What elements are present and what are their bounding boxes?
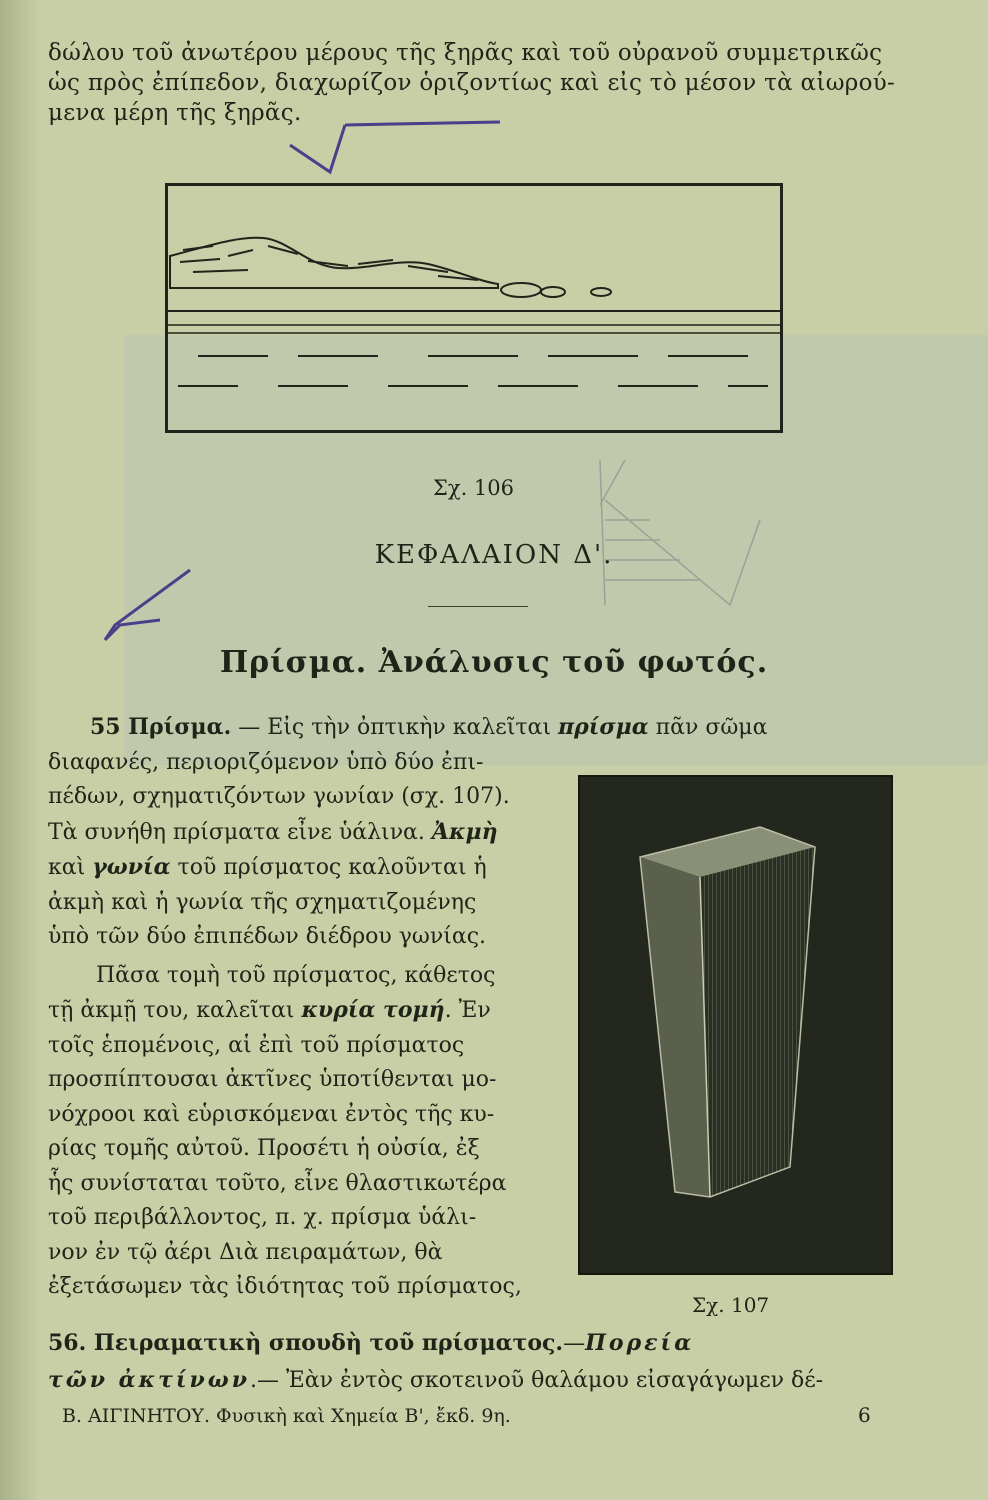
chapter-title: ΚΕΦΑΛΑΙΟΝ Δ'. xyxy=(374,540,614,570)
page-footer: Β. ΑΙΓΙΝΗΤΟΥ. Φυσικὴ καὶ Χημεία Β', ἔκδ. 9η. xyxy=(62,1405,511,1427)
text-line: νόχροοι καὶ εὑρισκόμεναι ἐντὸς τῆς κυ- xyxy=(48,1101,495,1127)
text-line: ἐξετάσωμεν τὰς ἰδιότητας τοῦ πρίσματος, xyxy=(48,1274,522,1299)
text-line xyxy=(48,1325,928,1362)
paragraph-number: 55 Πρίσμα. xyxy=(90,714,232,740)
section-title: Πρίσμα. Ἀνάλυσις τοῦ φωτός. xyxy=(219,645,769,680)
text: τῇ ἀκμῇ του, καλεῖται xyxy=(48,998,295,1023)
term-angle: γωνία xyxy=(92,854,171,880)
text-line: ἀκμὴ καὶ ἡ γωνία τῆς σχηματιζομένης xyxy=(48,889,477,915)
prism-drawing xyxy=(580,777,891,1273)
text-line: προσπίπτουσαι ἀκτῖνες ὑποτίθενται μο- xyxy=(48,1067,497,1092)
paragraph-heading: 56. Πειραματικὴ σπουδὴ τοῦ πρίσματος. xyxy=(48,1330,564,1356)
term-prism: πρίσμα xyxy=(558,714,649,740)
paragraph-55-line xyxy=(48,710,918,746)
text: Πᾶσα τομὴ τοῦ πρίσματος, κάθετος xyxy=(96,962,496,988)
divider xyxy=(428,606,528,607)
text: τοῦ πρίσματος καλοῦνται ἡ xyxy=(177,855,487,880)
text: — xyxy=(563,1331,586,1356)
text-line: ὑπὸ τῶν δύο ἐπιπέδων διέδρου γωνίας. xyxy=(48,924,487,949)
figure-106-caption: Σχ. 106 xyxy=(433,476,515,500)
intro-line: ὡς πρὸς ἐπίπεδον, διαχωρίζον ὁριζοντίως καὶ εἰς τὸ μέσον τὰ αἰωρού- xyxy=(48,70,896,96)
text-line: ἧς συνίσταται τοῦτο, εἶνε θλαστικωτέρα xyxy=(48,1170,507,1196)
intro-line: δώλου τοῦ ἀνωτέρου μέρους τῆς ξηρᾶς καὶ τοῦ οὐρανοῦ συμμετρικῶς xyxy=(48,40,883,66)
intro-line: μενα μέρη τῆς ξηρᾶς. xyxy=(48,100,302,126)
paragraph-56 xyxy=(48,1325,928,1399)
text-line: διαφανές, περιοριζόμενον ὑπὸ δύο ἐπι- xyxy=(48,749,484,775)
term-rays: τῶν ἀκτίνων xyxy=(48,1367,251,1393)
text: Τὰ συνήθη πρίσματα εἶνε ὑάλινα. xyxy=(48,819,425,845)
term-principal-section: κυρία τομή xyxy=(301,997,445,1023)
text-line: πέδων, σχηματιζόντων γωνίαν (σχ. 107). xyxy=(48,784,510,809)
term-edge: Ἀκμὴ xyxy=(431,818,498,845)
text: καὶ xyxy=(48,855,86,880)
text: .— Ἐὰν ἐντὸς σκοτεινοῦ θαλάμου εἰσαγάγωμεν δέ- xyxy=(250,1368,824,1393)
term-path: Πορεία xyxy=(585,1330,695,1356)
text-line: τοῦ περιβάλλοντος, π. χ. πρίσμα ὑάλι- xyxy=(48,1205,477,1230)
text-line: ρίας τομῆς αὐτοῦ. Προσέτι ἡ οὐσία, ἐξ xyxy=(48,1136,480,1161)
figure-107-prism-engraving xyxy=(578,775,893,1275)
text: — Εἰς τὴν ὀπτικὴν καλεῖται xyxy=(238,715,551,740)
figure-107-caption: Σχ. 107 xyxy=(692,1293,770,1317)
text: πᾶν σῶμα xyxy=(655,715,768,740)
text-line xyxy=(48,1362,928,1399)
page-number: 6 xyxy=(858,1403,871,1427)
text-line: τοῖς ἑπομένοις, αἱ ἐπὶ τοῦ πρίσματος xyxy=(48,1032,465,1058)
text-line: νον ἐν τῷ ἀέρι Διὰ πειραμάτων, θὰ xyxy=(48,1239,443,1265)
text: . Ἐν xyxy=(444,998,491,1023)
